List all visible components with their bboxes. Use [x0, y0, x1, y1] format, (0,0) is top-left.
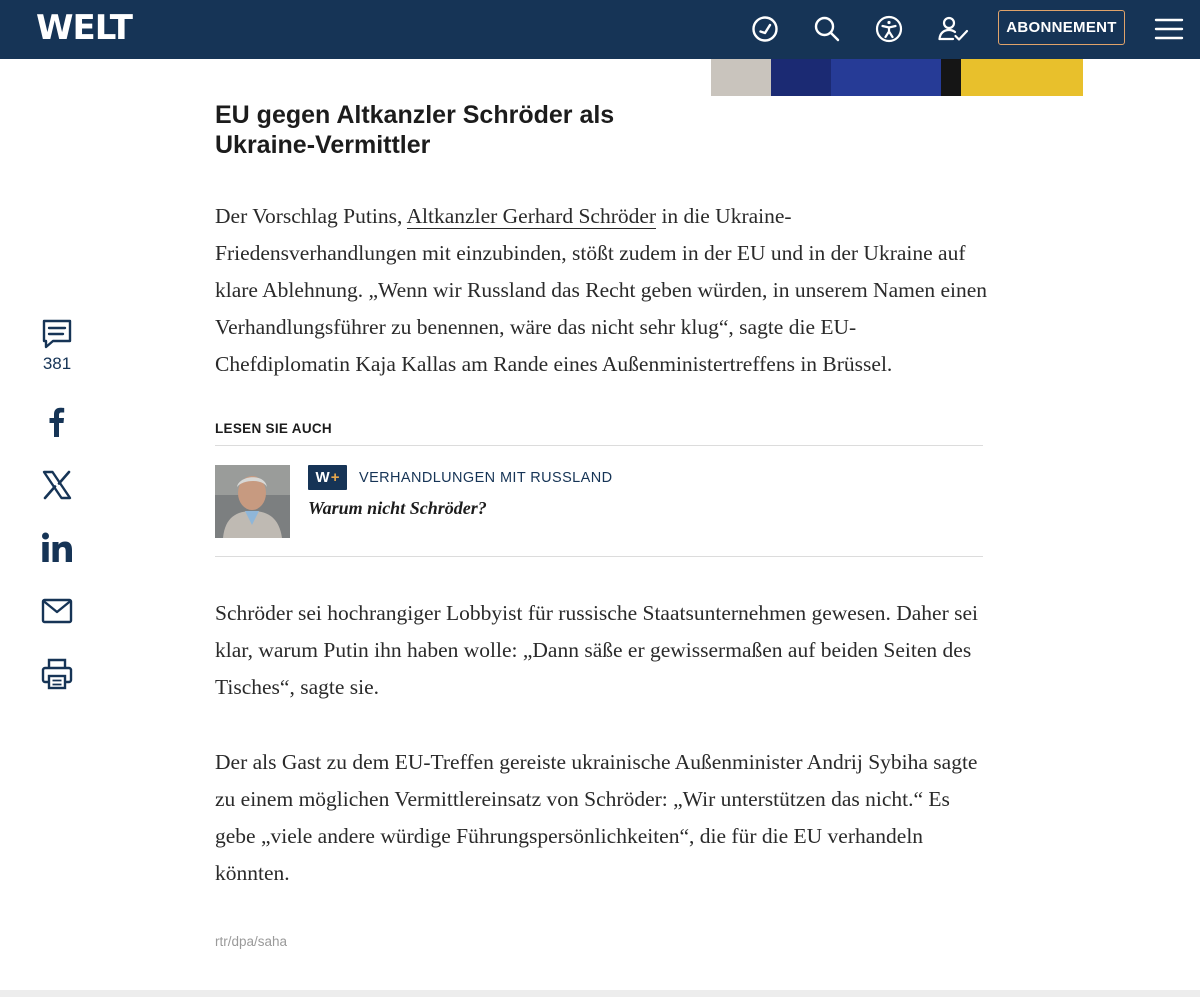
- divider: [215, 556, 983, 557]
- article-paragraph-1: Der Vorschlag Putins, Altkanzler Gerhard Schröder in die Ukraine-Friedensverhandlungen mit einzubinden, stößt zudem in der EU und in der Ukraine auf klare Ablehnung. „Wenn wir Russland das Recht geben würden, in unserem Namen einen Verhandlungsführer zu benennen, wäre das nicht sehr klug“, sagte die EU-Chefdiplomatin Kaja Kallas am Rande eines Außenministertreffens in Brüssel.: [215, 204, 988, 376]
- email-share-button[interactable]: [40, 596, 74, 626]
- facebook-share-button[interactable]: [40, 404, 74, 438]
- article-source: rtr/dpa/saha: [215, 934, 288, 949]
- premium-badge: W +: [308, 465, 347, 490]
- comment-count: 381: [42, 354, 72, 373]
- divider: [215, 445, 983, 446]
- search-icon[interactable]: [810, 12, 844, 46]
- subscription-button[interactable]: ABONNEMENT: [998, 10, 1125, 45]
- teaser-kicker[interactable]: VERHANDLUNGEN MIT RUSSLAND: [359, 470, 613, 486]
- article-subheadline: EU gegen Altkanzler Schröder als Ukraine-Vermittler: [215, 101, 615, 159]
- teaser-thumbnail[interactable]: [215, 465, 290, 538]
- print-button[interactable]: [40, 657, 74, 691]
- mail-icon: [40, 596, 74, 626]
- accessibility-icon[interactable]: [872, 12, 906, 46]
- user-check-icon[interactable]: [936, 12, 970, 46]
- menu-icon[interactable]: [1152, 12, 1186, 46]
- welt-logo[interactable]: WELT: [36, 8, 132, 48]
- top-navigation-bar: [0, 0, 1200, 59]
- speedometer-icon[interactable]: [748, 12, 782, 46]
- read-also-label: LESEN SIE AUCH: [215, 421, 332, 436]
- comments-button[interactable]: [40, 318, 74, 374]
- x-icon: [40, 468, 74, 502]
- schroeder-link[interactable]: Altkanzler Gerhard Schröder: [406, 204, 657, 228]
- linkedin-icon: [40, 531, 74, 565]
- comment-icon: [41, 318, 73, 350]
- article-paragraph-2: Schröder sei hochrangiger Lobbyist für russische Staatsunternehmen gewesen. Daher sei klar, warum Putin ihn haben wolle: „Dann säße er gewissermaßen auf beiden Seiten des Tisches“, sagte sie.: [215, 601, 979, 699]
- facebook-icon: [40, 404, 74, 438]
- teaser-title[interactable]: Warum nicht Schröder?: [308, 498, 487, 518]
- linkedin-share-button[interactable]: [40, 531, 74, 565]
- footer-band: [0, 990, 1200, 997]
- article-paragraph-3: Der als Gast zu dem EU-Treffen gereiste ukrainische Außenminister Andrij Sybiha sagte zu einem möglichen Vermittlereinsatz von Schröder: „Wir unterstützen das nicht.“ Es gebe „viele andere würdige Führungspersönlichkeiten“, die für die EU verhandeln könnten.: [215, 750, 978, 885]
- print-icon: [40, 657, 74, 691]
- x-share-button[interactable]: [40, 468, 74, 502]
- article-image: [711, 59, 1083, 96]
